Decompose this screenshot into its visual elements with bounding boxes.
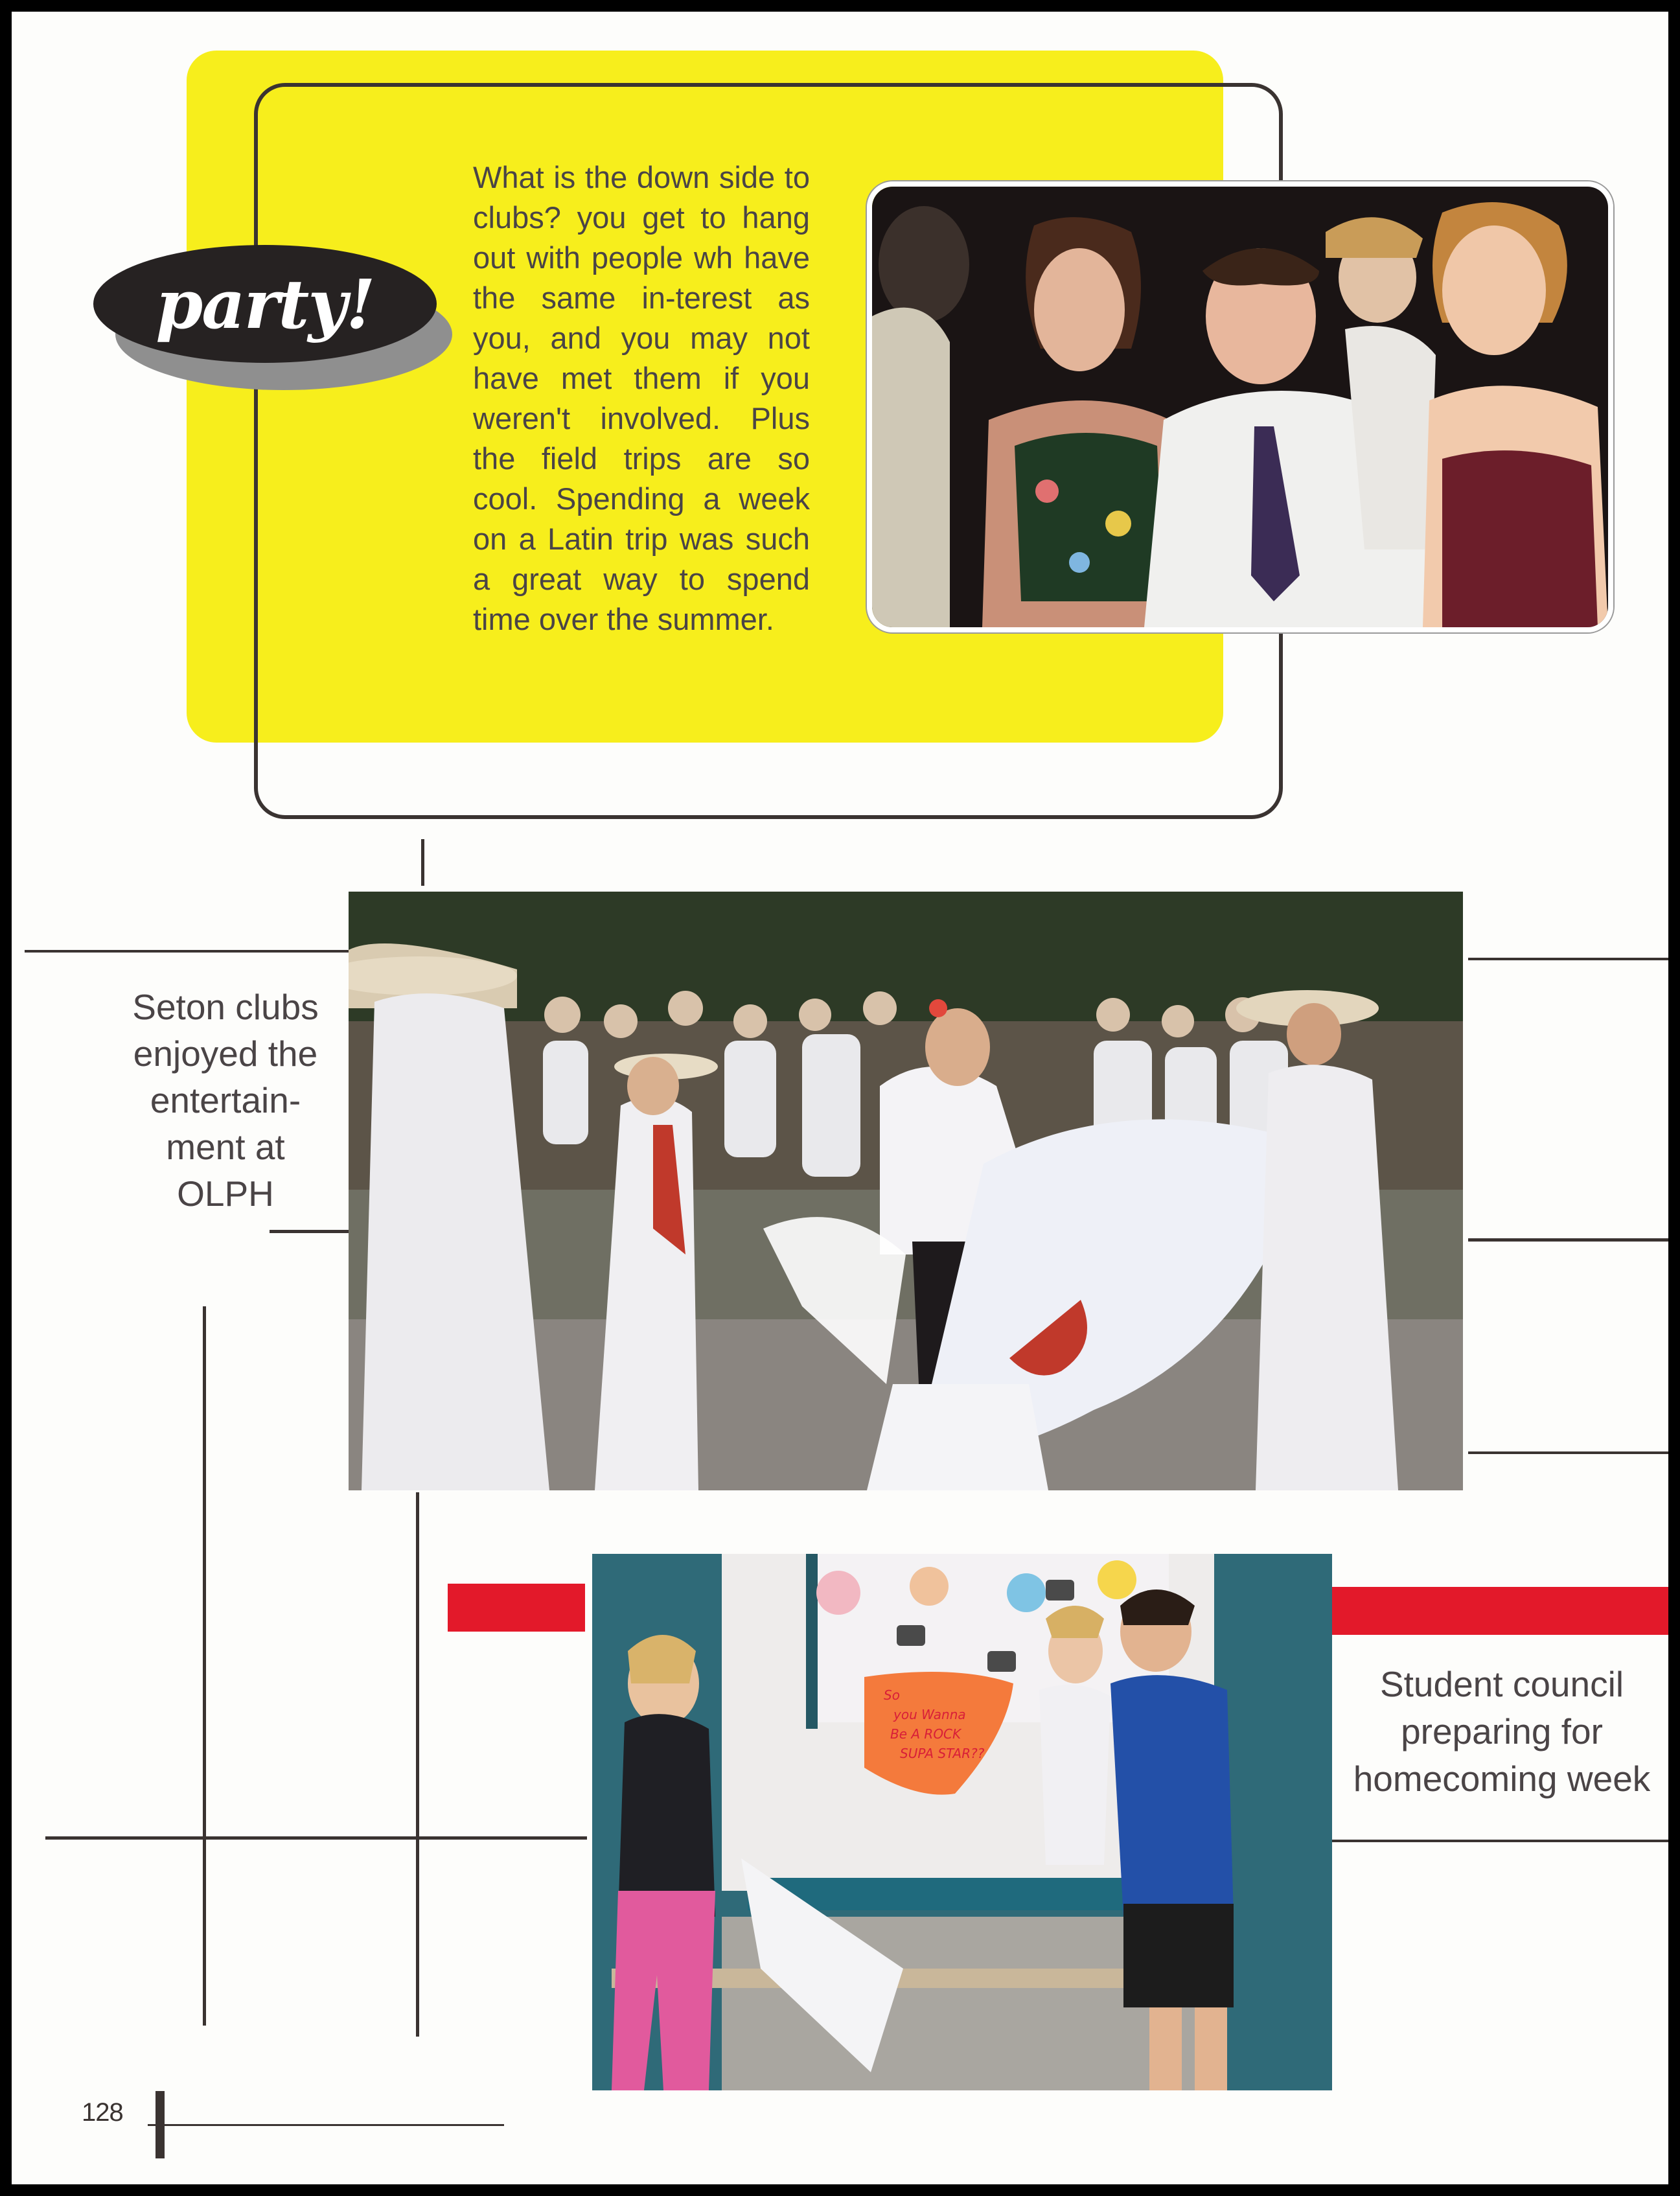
rule-right-1	[1468, 958, 1668, 960]
dance-party-photo	[867, 181, 1613, 632]
yearbook-page	[12, 12, 1668, 2184]
rule-right-3	[1468, 1451, 1668, 1454]
rule-horizontal-lower	[45, 1836, 587, 1840]
rule-right-lower	[1331, 1840, 1668, 1842]
rule-right-2	[1468, 1238, 1668, 1242]
caption-line: preparing for	[1401, 1711, 1603, 1751]
party-badge-label: party!	[155, 264, 374, 344]
caption-line: Seton clubs	[132, 987, 319, 1027]
sign-line: So	[884, 1687, 900, 1703]
rule-vertical-top	[421, 839, 424, 886]
red-accent-left	[448, 1584, 585, 1632]
folklorico-photo	[349, 892, 1463, 1490]
caption-line: OLPH	[177, 1173, 274, 1214]
caption-line: Student council	[1379, 1664, 1624, 1704]
caption-olph	[109, 984, 342, 1217]
page-number-bar	[155, 2091, 165, 2158]
caption-line: entertain-	[150, 1080, 301, 1120]
caption-line: homecoming week	[1353, 1759, 1651, 1799]
student-council-photo	[592, 1554, 1332, 2090]
rule-vertical-mid	[416, 1492, 419, 2037]
rule-left-top	[25, 950, 356, 953]
caption-line: enjoyed the	[133, 1034, 318, 1074]
rule-footer	[148, 2124, 504, 2126]
feature-text: What is the down side to clubs? you get to hang out with people wh have the same in-terest as you, and you may not have met them if you weren't involved. Plus the field trips are so cool. Spending a week on a Latin trip was such a great way to spend time over the summer.	[473, 160, 810, 636]
sign-line: you Wanna	[893, 1707, 966, 1722]
sign-line: Be A ROCK	[890, 1726, 961, 1742]
rule-left-bottom	[270, 1230, 356, 1233]
sign-line: SUPA STAR??	[900, 1746, 985, 1761]
caption-line: ment at	[166, 1127, 285, 1167]
caption-student-council	[1327, 1661, 1668, 1803]
red-accent-right	[1332, 1587, 1668, 1635]
rule-vertical-left	[203, 1306, 206, 2026]
page-number: 128	[82, 2098, 123, 2127]
